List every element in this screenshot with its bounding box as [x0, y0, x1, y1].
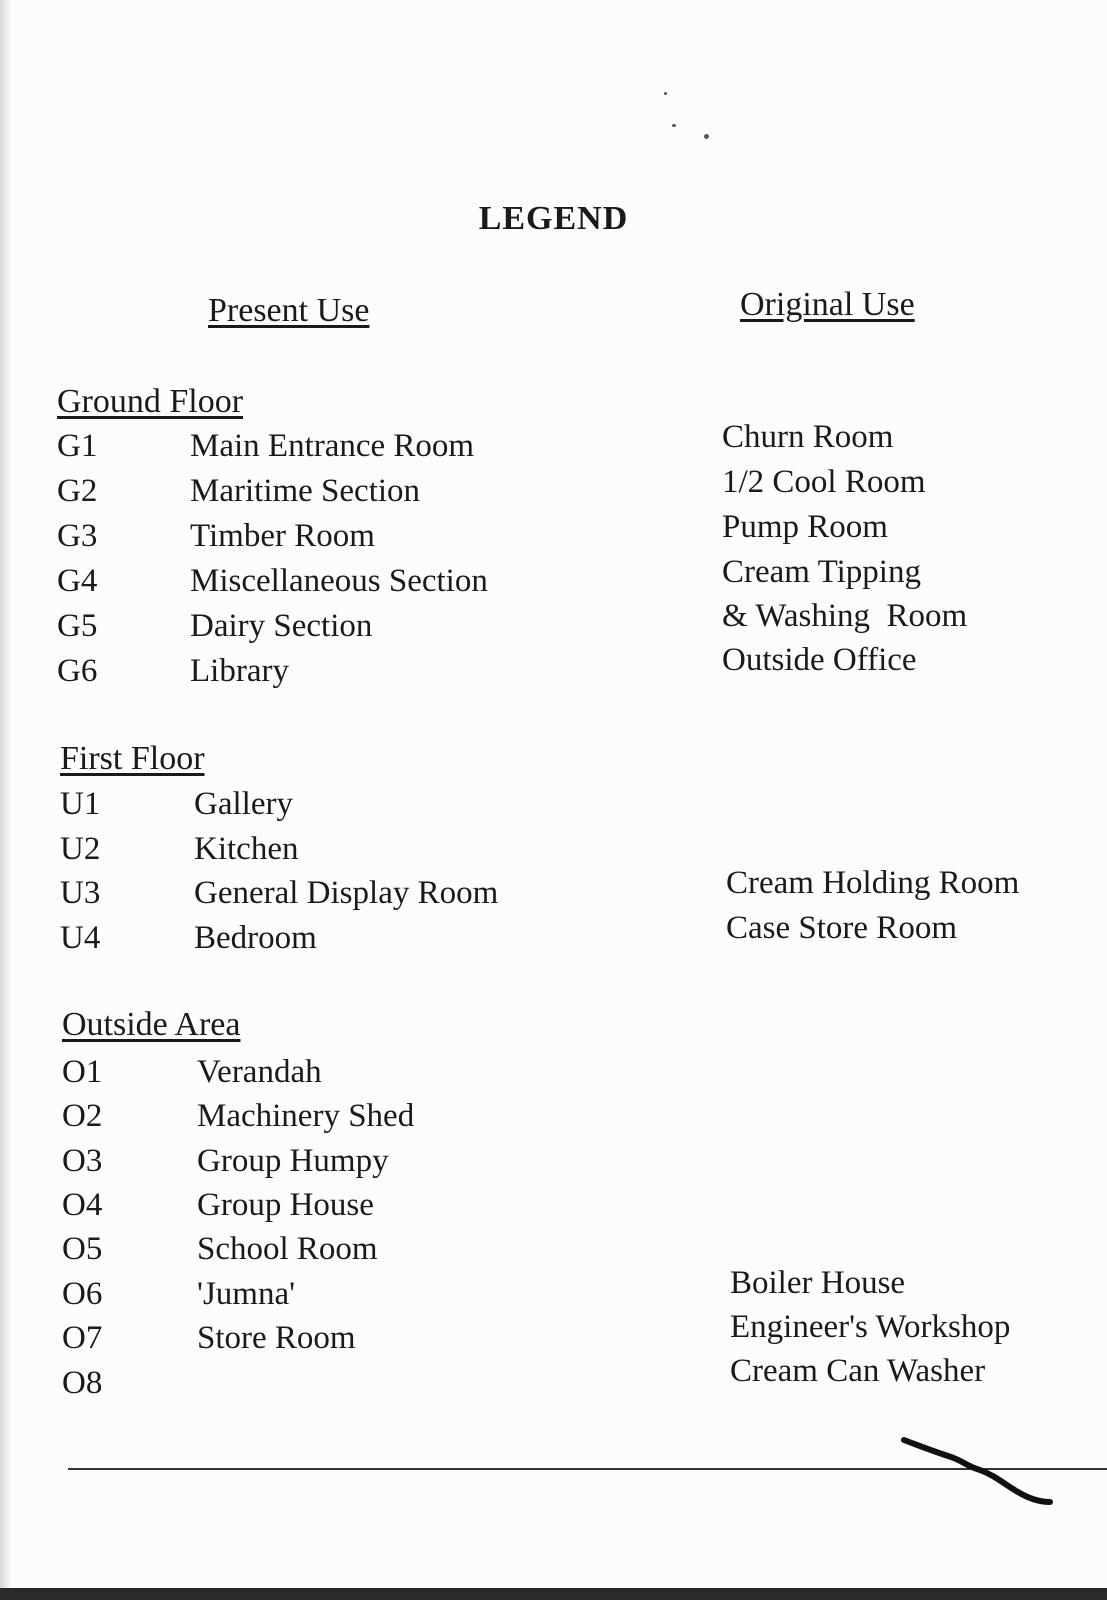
outside-area-heading: Outside Area — [62, 1006, 241, 1043]
room-name: Store Room — [197, 1320, 356, 1356]
room-code: U4 — [60, 920, 101, 956]
room-code: O8 — [62, 1365, 103, 1401]
room-code: G5 — [57, 608, 98, 644]
present-use-heading: Present Use — [208, 292, 370, 329]
original-use-heading: Original Use — [740, 286, 915, 323]
room-code: G4 — [57, 563, 98, 599]
room-code: U2 — [60, 831, 101, 867]
room-name: School Room — [197, 1231, 378, 1267]
room-name: Group Humpy — [197, 1143, 389, 1179]
room-code: U1 — [60, 786, 101, 822]
room-code: G6 — [57, 653, 98, 689]
original-use-item: Pump Room — [722, 509, 888, 545]
room-code: U3 — [60, 875, 101, 911]
scan-speck — [704, 134, 709, 139]
room-code: O5 — [62, 1231, 103, 1267]
original-use-item: Boiler House — [730, 1265, 906, 1301]
original-use-item: Cream Holding Room — [726, 865, 1020, 901]
original-use-item: Cream Can Washer — [730, 1353, 986, 1389]
room-name: 'Jumna' — [197, 1276, 296, 1312]
room-name: Gallery — [194, 786, 293, 822]
room-name: Timber Room — [190, 518, 375, 554]
scan-speck — [672, 124, 676, 127]
original-use-item: Cream Tipping — [722, 554, 921, 590]
original-use-item: 1/2 Cool Room — [722, 464, 926, 500]
room-name: Kitchen — [194, 831, 299, 867]
room-name: General Display Room — [194, 875, 499, 911]
room-code: G1 — [57, 428, 98, 464]
scan-speck — [664, 92, 667, 95]
scan-bottom-edge — [0, 1588, 1107, 1600]
original-use-item: Engineer's Workshop — [730, 1309, 1011, 1345]
room-code: O4 — [62, 1187, 103, 1223]
room-name: Bedroom — [194, 920, 317, 956]
room-name: Maritime Section — [190, 473, 421, 509]
room-code: G2 — [57, 473, 98, 509]
room-name: Dairy Section — [190, 608, 373, 644]
room-name: Machinery Shed — [197, 1098, 415, 1134]
room-code: O2 — [62, 1098, 103, 1134]
room-code: G3 — [57, 518, 98, 554]
room-name: Group House — [197, 1187, 374, 1223]
room-name: Main Entrance Room — [190, 428, 475, 464]
room-code: O1 — [62, 1054, 103, 1090]
first-floor-heading: First Floor — [60, 740, 205, 777]
room-name: Miscellaneous Section — [190, 563, 488, 599]
original-use-item: Case Store Room — [726, 910, 957, 946]
room-code: O7 — [62, 1320, 103, 1356]
room-code: O6 — [62, 1276, 103, 1312]
original-use-item: & Washing Room — [722, 598, 968, 634]
ground-floor-heading: Ground Floor — [57, 383, 244, 420]
torn-mark — [900, 1436, 1060, 1516]
original-use-item: Churn Room — [722, 419, 894, 455]
legend-title: LEGEND — [478, 200, 629, 237]
page-edge — [0, 0, 10, 1600]
room-code: O3 — [62, 1143, 103, 1179]
original-use-item: Outside Office — [722, 642, 917, 678]
room-name: Library — [190, 653, 289, 689]
room-name: Verandah — [197, 1054, 322, 1090]
